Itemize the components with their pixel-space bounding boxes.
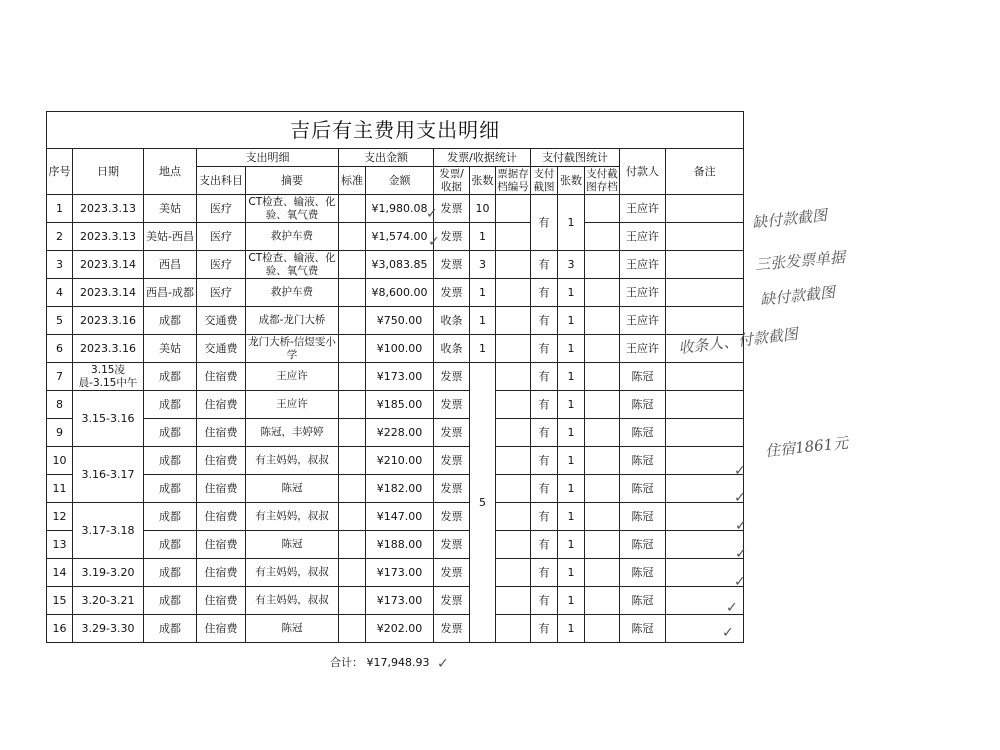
header-invoice-type: 发票/收据 — [434, 167, 470, 195]
cell-seq: 14 — [47, 559, 73, 587]
cell-summary: 陈冠 — [246, 475, 339, 503]
cell-date: 3.15凌晨-3.15中午 — [73, 363, 144, 391]
cell-shot-archive — [585, 391, 620, 419]
cell-shot-archive — [585, 279, 620, 307]
cell-archive-no — [496, 251, 531, 279]
cell-subject: 医疗 — [197, 195, 246, 223]
cell-remark — [666, 419, 744, 447]
cell-archive-no — [496, 307, 531, 335]
cell-standard — [339, 531, 366, 559]
cell-archive-no — [496, 363, 531, 391]
cell-pay-shot: 有 — [531, 391, 558, 419]
cell-pay-shot: 有 — [531, 279, 558, 307]
table-row — [47, 279, 744, 307]
cell-date: 2023.3.16 — [73, 307, 144, 335]
cell-payer: 陈冠 — [620, 587, 666, 615]
cell-invoice-type: 发票 — [434, 223, 470, 251]
cell-subject: 医疗 — [197, 223, 246, 251]
cell-summary: 有主妈妈，叔叔 — [246, 447, 339, 475]
cell-subject: 交通费 — [197, 335, 246, 363]
cell-seq: 4 — [47, 279, 73, 307]
cell-amount: ¥3,083.85 — [366, 251, 434, 279]
cell-pay-shot: 有 — [531, 615, 558, 643]
cell-standard — [339, 475, 366, 503]
cell-archive-no — [496, 587, 531, 615]
cell-summary: 龙门大桥-信煜雯小学 — [246, 335, 339, 363]
cell-payer: 陈冠 — [620, 559, 666, 587]
cell-invoice-type: 发票 — [434, 419, 470, 447]
check-mark-icon: ✓ — [428, 234, 440, 250]
header-subject: 支出科目 — [197, 167, 246, 195]
header-standard: 标准 — [339, 167, 366, 195]
cell-seq: 11 — [47, 475, 73, 503]
cell-archive-no — [496, 531, 531, 559]
cell-subject: 交通费 — [197, 307, 246, 335]
check-mark-icon: ✓ — [735, 546, 747, 562]
cell-shot-count: 1 — [558, 531, 585, 559]
cell-amount: ¥8,600.00 — [366, 279, 434, 307]
cell-subject: 住宿费 — [197, 363, 246, 391]
cell-place: 成都 — [144, 615, 197, 643]
cell-summary: 有主妈妈，叔叔 — [246, 559, 339, 587]
cell-shot-count: 1 — [558, 279, 585, 307]
cell-archive-no — [496, 335, 531, 363]
cell-payer: 王应许 — [620, 335, 666, 363]
cell-shot-archive — [585, 587, 620, 615]
header-remark: 备注 — [666, 149, 744, 195]
expense-table — [46, 111, 744, 643]
table-row — [47, 615, 744, 643]
check-mark-icon: ✓ — [734, 490, 746, 506]
table-row — [47, 503, 744, 531]
cell-shot-archive — [585, 615, 620, 643]
cell-pay-shot: 有 — [531, 587, 558, 615]
handwritten-note-4: 收条人、付款截图 — [677, 324, 799, 358]
cell-place: 成都 — [144, 307, 197, 335]
cell-place: 成都 — [144, 419, 197, 447]
cell-pay-shot: 有 — [531, 531, 558, 559]
table-row — [47, 363, 744, 391]
cell-place: 西昌-成都 — [144, 279, 197, 307]
cell-payer: 王应许 — [620, 307, 666, 335]
cell-summary: CT检查、输液、化验、氧气费 — [246, 195, 339, 223]
table-row — [47, 307, 744, 335]
cell-shot-count: 1 — [558, 475, 585, 503]
cell-shot-count: 3 — [558, 251, 585, 279]
cell-invoice-type: 发票 — [434, 615, 470, 643]
cell-archive-no — [496, 391, 531, 419]
cell-place: 美姑-西昌 — [144, 223, 197, 251]
cell-seq: 7 — [47, 363, 73, 391]
cell-invoice-type: 收条 — [434, 335, 470, 363]
cell-archive-no — [496, 223, 531, 251]
check-mark-icon: ✓ — [726, 600, 738, 616]
check-mark-icon: ✓ — [722, 625, 734, 641]
cell-summary: 陈冠 — [246, 615, 339, 643]
cell-summary: CT检查、输液、化验、氧气费 — [246, 251, 339, 279]
cell-seq: 10 — [47, 447, 73, 475]
cell-archive-no — [496, 419, 531, 447]
cell-payer: 陈冠 — [620, 503, 666, 531]
total-line — [330, 654, 449, 672]
cell-seq: 12 — [47, 503, 73, 531]
cell-amount: ¥750.00 — [366, 307, 434, 335]
cell-shot-archive — [585, 223, 620, 251]
cell-subject: 住宿费 — [197, 419, 246, 447]
cell-invoice-type: 发票 — [434, 503, 470, 531]
cell-seq: 13 — [47, 531, 73, 559]
cell-shot-archive — [585, 335, 620, 363]
table-row — [47, 447, 744, 475]
cell-remark — [666, 531, 744, 559]
check-mark-icon: ✓ — [734, 574, 746, 590]
cell-invoice-type: 发票 — [434, 559, 470, 587]
cell-payer: 陈冠 — [620, 363, 666, 391]
cell-payer: 王应许 — [620, 223, 666, 251]
header-detail-group: 支出明细 — [197, 149, 339, 167]
cell-amount: ¥228.00 — [366, 419, 434, 447]
cell-shot-count: 1 — [558, 447, 585, 475]
header-shot-archive: 支付截图存档 — [586, 167, 618, 193]
handwritten-note-5: 住宿1861元 — [764, 433, 849, 461]
cell-seq: 8 — [47, 391, 73, 419]
cell-date: 3.19-3.20 — [73, 559, 144, 587]
cell-invoice-type: 发票 — [434, 447, 470, 475]
cell-standard — [339, 419, 366, 447]
cell-seq: 15 — [47, 587, 73, 615]
cell-amount: ¥1,574.00 — [366, 223, 434, 251]
cell-amount: ¥210.00 — [366, 447, 434, 475]
cell-remark — [666, 223, 744, 251]
cell-shot-archive — [585, 251, 620, 279]
cell-invoice-type: 发票 — [434, 587, 470, 615]
cell-pay-shot: 有 — [531, 335, 558, 363]
table-row — [47, 223, 744, 251]
expense-table-sheet — [46, 111, 743, 647]
cell-place: 美姑 — [144, 335, 197, 363]
header-payer: 付款人 — [620, 149, 666, 195]
cell-place: 成都 — [144, 503, 197, 531]
cell-shot-archive — [585, 559, 620, 587]
cell-payer: 陈冠 — [620, 391, 666, 419]
cell-standard — [339, 195, 366, 223]
cell-date: 2023.3.14 — [73, 251, 144, 279]
table-title: 吉后有主费用支出明细 — [47, 112, 744, 149]
cell-shot-archive — [585, 475, 620, 503]
cell-amount: ¥202.00 — [366, 615, 434, 643]
cell-shot-archive — [585, 503, 620, 531]
cell-payer: 陈冠 — [620, 531, 666, 559]
header-date: 日期 — [73, 149, 144, 195]
cell-standard — [339, 307, 366, 335]
cell-place: 成都 — [144, 531, 197, 559]
check-mark-icon: ✓ — [735, 518, 747, 534]
cell-amount: ¥173.00 — [366, 587, 434, 615]
cell-pay-shot: 有 — [531, 447, 558, 475]
cell-summary: 救护车费 — [246, 279, 339, 307]
cell-shot-count: 1 — [558, 391, 585, 419]
cell-pay-shot: 有 — [531, 559, 558, 587]
cell-shot-count: 1 — [558, 615, 585, 643]
cell-archive-no — [496, 559, 531, 587]
cell-standard — [339, 447, 366, 475]
cell-archive-no — [496, 615, 531, 643]
cell-summary: 救护车费 — [246, 223, 339, 251]
cell-subject: 住宿费 — [197, 615, 246, 643]
cell-invoice-type: 发票 — [434, 251, 470, 279]
cell-subject: 住宿费 — [197, 391, 246, 419]
cell-invoice-type: 发票 — [434, 195, 470, 223]
cell-date: 2023.3.13 — [73, 223, 144, 251]
cell-standard — [339, 587, 366, 615]
cell-subject: 住宿费 — [197, 503, 246, 531]
cell-shot-archive — [585, 195, 620, 223]
cell-summary: 成都-龙门大桥 — [246, 307, 339, 335]
cell-seq: 2 — [47, 223, 73, 251]
cell-shot-count: 1 — [558, 307, 585, 335]
cell-amount: ¥173.00 — [366, 559, 434, 587]
cell-remark — [666, 447, 744, 475]
cell-pay-shot: 有 — [531, 195, 558, 251]
cell-pay-shot: 有 — [531, 475, 558, 503]
cell-date: 3.16-3.17 — [73, 447, 144, 503]
cell-standard — [339, 391, 366, 419]
cell-invoice-type: 发票 — [434, 475, 470, 503]
cell-place: 成都 — [144, 391, 197, 419]
cell-shot-count: 1 — [558, 335, 585, 363]
cell-standard — [339, 335, 366, 363]
header-amount-group: 支出金额 — [339, 149, 434, 167]
cell-standard — [339, 559, 366, 587]
cell-amount: ¥147.00 — [366, 503, 434, 531]
table-row — [47, 559, 744, 587]
cell-standard — [339, 363, 366, 391]
cell-place: 成都 — [144, 587, 197, 615]
cell-payer: 王应许 — [620, 251, 666, 279]
cell-amount: ¥173.00 — [366, 363, 434, 391]
cell-shot-archive — [585, 419, 620, 447]
cell-count: 3 — [470, 251, 496, 279]
cell-remark — [666, 475, 744, 503]
cell-summary: 陈冠 — [246, 531, 339, 559]
cell-seq: 16 — [47, 615, 73, 643]
cell-remark — [666, 195, 744, 223]
cell-shot-count: 1 — [558, 419, 585, 447]
cell-subject: 住宿费 — [197, 587, 246, 615]
cell-standard — [339, 615, 366, 643]
cell-remark — [666, 251, 744, 279]
cell-place: 成都 — [144, 475, 197, 503]
cell-shot-count: 1 — [558, 363, 585, 391]
cell-date: 3.17-3.18 — [73, 503, 144, 559]
check-mark-icon: ✓ — [426, 206, 438, 222]
header-amount: 金额 — [366, 167, 434, 195]
table-row — [47, 475, 744, 503]
cell-count: 1 — [470, 279, 496, 307]
cell-remark — [666, 279, 744, 307]
cell-pay-shot: 有 — [531, 363, 558, 391]
cell-payer: 王应许 — [620, 279, 666, 307]
header-screenshot-group: 支付截图统计 — [531, 149, 620, 167]
cell-remark — [666, 391, 744, 419]
cell-seq: 6 — [47, 335, 73, 363]
header-pay-shot: 支付截图 — [531, 167, 558, 195]
table-row — [47, 335, 744, 363]
cell-amount: ¥100.00 — [366, 335, 434, 363]
cell-place: 美姑 — [144, 195, 197, 223]
cell-archive-no — [496, 503, 531, 531]
cell-shot-archive — [585, 531, 620, 559]
table-row — [47, 391, 744, 419]
cell-seq: 3 — [47, 251, 73, 279]
cell-standard — [339, 279, 366, 307]
cell-place: 成都 — [144, 559, 197, 587]
table-row — [47, 195, 744, 223]
cell-count: 1 — [470, 223, 496, 251]
header-summary: 摘要 — [246, 167, 339, 195]
cell-amount: ¥185.00 — [366, 391, 434, 419]
cell-archive-no — [496, 475, 531, 503]
header-seq: 序号 — [47, 149, 73, 195]
cell-place: 西昌 — [144, 251, 197, 279]
header-invoice-group: 发票/收据统计 — [434, 149, 531, 167]
cell-seq: 5 — [47, 307, 73, 335]
handwritten-note-1: 缺付款截图 — [751, 206, 828, 232]
cell-payer: 陈冠 — [620, 447, 666, 475]
cell-pay-shot: 有 — [531, 503, 558, 531]
cell-count: 1 — [470, 307, 496, 335]
cell-payer: 陈冠 — [620, 475, 666, 503]
cell-invoice-type: 发票 — [434, 279, 470, 307]
cell-subject: 住宿费 — [197, 559, 246, 587]
cell-subject: 医疗 — [197, 279, 246, 307]
cell-summary: 王应许 — [246, 363, 339, 391]
cell-place: 成都 — [144, 363, 197, 391]
handwritten-note-3: 缺付款截图 — [759, 283, 836, 309]
cell-pay-shot: 有 — [531, 419, 558, 447]
cell-subject: 住宿费 — [197, 475, 246, 503]
total-label: 合计： — [330, 656, 363, 669]
cell-pay-shot: 有 — [531, 307, 558, 335]
cell-remark — [666, 363, 744, 391]
header-shot-count: 张数 — [558, 167, 585, 195]
cell-date: 3.20-3.21 — [73, 587, 144, 615]
cell-seq: 9 — [47, 419, 73, 447]
table-row — [47, 587, 744, 615]
cell-payer: 王应许 — [620, 195, 666, 223]
table-row — [47, 251, 744, 279]
cell-standard — [339, 223, 366, 251]
cell-seq: 1 — [47, 195, 73, 223]
cell-amount: ¥1,980.08 — [366, 195, 434, 223]
cell-standard — [339, 503, 366, 531]
cell-shot-count: 1 — [558, 195, 585, 251]
cell-archive-no — [496, 279, 531, 307]
header-count: 张数 — [470, 167, 496, 195]
cell-invoice-type: 发票 — [434, 363, 470, 391]
total-value: ¥17,948.93 — [366, 656, 430, 669]
cell-payer: 陈冠 — [620, 419, 666, 447]
cell-shot-archive — [585, 447, 620, 475]
handwritten-note-2: 三张发票单据 — [754, 248, 846, 274]
cell-shot-archive — [585, 363, 620, 391]
cell-summary: 王应许 — [246, 391, 339, 419]
check-mark-icon: ✓ — [734, 463, 746, 479]
cell-shot-count: 1 — [558, 587, 585, 615]
cell-remark — [666, 559, 744, 587]
cell-date: 2023.3.16 — [73, 335, 144, 363]
cell-place: 成都 — [144, 447, 197, 475]
cell-count: 5 — [470, 363, 496, 643]
check-mark-icon: ✓ — [436, 656, 449, 672]
cell-archive-no — [496, 195, 531, 223]
cell-shot-archive — [585, 307, 620, 335]
cell-summary: 有主妈妈，叔叔 — [246, 503, 339, 531]
cell-invoice-type: 收条 — [434, 307, 470, 335]
cell-date: 3.29-3.30 — [73, 615, 144, 643]
cell-date: 2023.3.13 — [73, 195, 144, 223]
cell-subject: 医疗 — [197, 251, 246, 279]
cell-subject: 住宿费 — [197, 447, 246, 475]
cell-count: 10 — [470, 195, 496, 223]
table-row — [47, 531, 744, 559]
cell-standard — [339, 251, 366, 279]
table-row — [47, 419, 744, 447]
cell-amount: ¥188.00 — [366, 531, 434, 559]
cell-remark — [666, 503, 744, 531]
cell-date: 2023.3.14 — [73, 279, 144, 307]
cell-count: 1 — [470, 335, 496, 363]
cell-subject: 住宿费 — [197, 531, 246, 559]
cell-shot-count: 1 — [558, 503, 585, 531]
cell-shot-count: 1 — [558, 559, 585, 587]
cell-amount: ¥182.00 — [366, 475, 434, 503]
cell-summary: 陈冠，丰婷婷 — [246, 419, 339, 447]
header-archive-no: 票据存档编号 — [497, 167, 529, 193]
cell-payer: 陈冠 — [620, 615, 666, 643]
cell-pay-shot: 有 — [531, 251, 558, 279]
cell-archive-no — [496, 447, 531, 475]
cell-invoice-type: 发票 — [434, 391, 470, 419]
cell-invoice-type: 发票 — [434, 531, 470, 559]
header-place: 地点 — [144, 149, 197, 195]
cell-summary: 有主妈妈，叔叔 — [246, 587, 339, 615]
cell-date: 3.15-3.16 — [73, 391, 144, 447]
